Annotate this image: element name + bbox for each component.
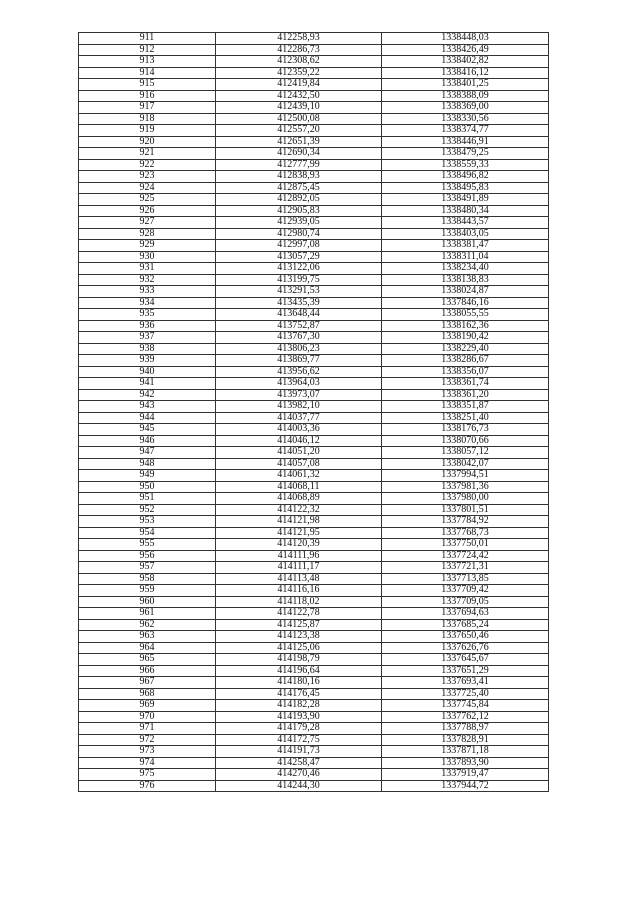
- y-coordinate-cell: 1338374,77: [382, 125, 549, 137]
- y-coordinate-cell: 1338330,56: [382, 113, 549, 125]
- point-number-cell: 927: [79, 217, 216, 229]
- y-coordinate-cell: 1338361,74: [382, 378, 549, 390]
- x-coordinate-cell: 412651,39: [216, 136, 382, 148]
- y-coordinate-cell: 1337750,01: [382, 539, 549, 551]
- x-coordinate-cell: 412308,62: [216, 56, 382, 68]
- point-number-cell: 953: [79, 516, 216, 528]
- x-coordinate-cell: 414176,45: [216, 688, 382, 700]
- table-row: [79, 355, 549, 367]
- x-coordinate-cell: 412892,05: [216, 194, 382, 206]
- y-coordinate-cell: 1338311,04: [382, 251, 549, 263]
- x-coordinate-cell: 412838,93: [216, 171, 382, 183]
- point-number-cell: 924: [79, 182, 216, 194]
- x-coordinate-cell: 414123,38: [216, 631, 382, 643]
- y-coordinate-cell: 1338190,42: [382, 332, 549, 344]
- x-coordinate-cell: 413869,77: [216, 355, 382, 367]
- point-number-cell: 922: [79, 159, 216, 171]
- y-coordinate-cell: 1337871,18: [382, 746, 549, 758]
- point-number-cell: 918: [79, 113, 216, 125]
- table-row: [79, 67, 549, 79]
- x-coordinate-cell: 413964,03: [216, 378, 382, 390]
- x-coordinate-cell: 413648,44: [216, 309, 382, 321]
- y-coordinate-cell: 1337685,24: [382, 619, 549, 631]
- point-number-cell: 968: [79, 688, 216, 700]
- point-number-cell: 945: [79, 424, 216, 436]
- table-row: [79, 608, 549, 620]
- point-number-cell: 941: [79, 378, 216, 390]
- x-coordinate-cell: 412997,08: [216, 240, 382, 252]
- point-number-cell: 960: [79, 596, 216, 608]
- point-number-cell: 971: [79, 723, 216, 735]
- x-coordinate-cell: 414037,77: [216, 412, 382, 424]
- y-coordinate-cell: 1337694,63: [382, 608, 549, 620]
- table-row: [79, 412, 549, 424]
- point-number-cell: 925: [79, 194, 216, 206]
- table-row: [79, 343, 549, 355]
- table-row: [79, 562, 549, 574]
- table-row: [79, 378, 549, 390]
- point-number-cell: 964: [79, 642, 216, 654]
- x-coordinate-cell: 412980,74: [216, 228, 382, 240]
- x-coordinate-cell: 412286,73: [216, 44, 382, 56]
- point-number-cell: 912: [79, 44, 216, 56]
- table-row: [79, 619, 549, 631]
- y-coordinate-cell: 1338162,36: [382, 320, 549, 332]
- point-number-cell: 956: [79, 550, 216, 562]
- x-coordinate-cell: 412939,05: [216, 217, 382, 229]
- point-number-cell: 928: [79, 228, 216, 240]
- table-row: [79, 228, 549, 240]
- point-number-cell: 962: [79, 619, 216, 631]
- table-row: [79, 654, 549, 666]
- x-coordinate-cell: 414118,02: [216, 596, 382, 608]
- table-row: [79, 171, 549, 183]
- coordinates-table: [78, 32, 549, 792]
- y-coordinate-cell: 1337745,84: [382, 700, 549, 712]
- x-coordinate-cell: 414113,48: [216, 573, 382, 585]
- x-coordinate-cell: 413057,29: [216, 251, 382, 263]
- x-coordinate-cell: 412500,08: [216, 113, 382, 125]
- point-number-cell: 944: [79, 412, 216, 424]
- x-coordinate-cell: 414182,28: [216, 700, 382, 712]
- x-coordinate-cell: 414179,28: [216, 723, 382, 735]
- table-row: [79, 757, 549, 769]
- x-coordinate-cell: 414116,16: [216, 585, 382, 597]
- table-row: [79, 274, 549, 286]
- y-coordinate-cell: 1338055,55: [382, 309, 549, 321]
- point-number-cell: 952: [79, 504, 216, 516]
- table-row: [79, 332, 549, 344]
- point-number-cell: 921: [79, 148, 216, 160]
- table-row: [79, 389, 549, 401]
- table-row: [79, 182, 549, 194]
- x-coordinate-cell: 414068,89: [216, 493, 382, 505]
- y-coordinate-cell: 1337709,05: [382, 596, 549, 608]
- table-row: [79, 44, 549, 56]
- point-number-cell: 917: [79, 102, 216, 114]
- table-row: [79, 516, 549, 528]
- x-coordinate-cell: 412432,50: [216, 90, 382, 102]
- table-row: [79, 159, 549, 171]
- point-number-cell: 976: [79, 780, 216, 792]
- point-number-cell: 969: [79, 700, 216, 712]
- x-coordinate-cell: 413752,87: [216, 320, 382, 332]
- y-coordinate-cell: 1337919,47: [382, 769, 549, 781]
- y-coordinate-cell: 1337980,00: [382, 493, 549, 505]
- table-row: [79, 677, 549, 689]
- point-number-cell: 933: [79, 286, 216, 298]
- y-coordinate-cell: 1338496,82: [382, 171, 549, 183]
- table-row: [79, 435, 549, 447]
- x-coordinate-cell: 414046,12: [216, 435, 382, 447]
- table-row: [79, 125, 549, 137]
- x-coordinate-cell: 413973,07: [216, 389, 382, 401]
- y-coordinate-cell: 1338176,73: [382, 424, 549, 436]
- y-coordinate-cell: 1337725,40: [382, 688, 549, 700]
- table-row: [79, 734, 549, 746]
- table-row: [79, 205, 549, 217]
- table-row: [79, 113, 549, 125]
- y-coordinate-cell: 1337801,51: [382, 504, 549, 516]
- x-coordinate-cell: 414111,96: [216, 550, 382, 562]
- y-coordinate-cell: 1337788,97: [382, 723, 549, 735]
- x-coordinate-cell: 414172,75: [216, 734, 382, 746]
- y-coordinate-cell: 1338388,09: [382, 90, 549, 102]
- table-row: [79, 780, 549, 792]
- table-row: [79, 550, 549, 562]
- table-row: [79, 401, 549, 413]
- table-row: [79, 481, 549, 493]
- point-number-cell: 934: [79, 297, 216, 309]
- y-coordinate-cell: 1338356,07: [382, 366, 549, 378]
- y-coordinate-cell: 1337846,16: [382, 297, 549, 309]
- point-number-cell: 935: [79, 309, 216, 321]
- y-coordinate-cell: 1338138,83: [382, 274, 549, 286]
- y-coordinate-cell: 1338401,25: [382, 79, 549, 91]
- y-coordinate-cell: 1337626,76: [382, 642, 549, 654]
- y-coordinate-cell: 1338491,89: [382, 194, 549, 206]
- point-number-cell: 972: [79, 734, 216, 746]
- y-coordinate-cell: 1338559,33: [382, 159, 549, 171]
- table-row: [79, 240, 549, 252]
- table-row: [79, 493, 549, 505]
- table-row: [79, 769, 549, 781]
- table-row: [79, 263, 549, 275]
- y-coordinate-cell: 1338042,07: [382, 458, 549, 470]
- table-row: [79, 424, 549, 436]
- table-row: [79, 711, 549, 723]
- x-coordinate-cell: 412419,84: [216, 79, 382, 91]
- y-coordinate-cell: 1338426,49: [382, 44, 549, 56]
- x-coordinate-cell: 412258,93: [216, 33, 382, 45]
- point-number-cell: 957: [79, 562, 216, 574]
- y-coordinate-cell: 1337709,42: [382, 585, 549, 597]
- x-coordinate-cell: 414196,64: [216, 665, 382, 677]
- y-coordinate-cell: 1338251,40: [382, 412, 549, 424]
- y-coordinate-cell: 1337645,67: [382, 654, 549, 666]
- point-number-cell: 954: [79, 527, 216, 539]
- point-number-cell: 961: [79, 608, 216, 620]
- y-coordinate-cell: 1338495,83: [382, 182, 549, 194]
- table-row: [79, 665, 549, 677]
- x-coordinate-cell: 414191,73: [216, 746, 382, 758]
- y-coordinate-cell: 1337713,85: [382, 573, 549, 585]
- table-row: [79, 631, 549, 643]
- point-number-cell: 937: [79, 332, 216, 344]
- x-coordinate-cell: 414121,95: [216, 527, 382, 539]
- point-number-cell: 938: [79, 343, 216, 355]
- x-coordinate-cell: 414122,78: [216, 608, 382, 620]
- point-number-cell: 911: [79, 33, 216, 45]
- point-number-cell: 955: [79, 539, 216, 551]
- x-coordinate-cell: 412359,22: [216, 67, 382, 79]
- y-coordinate-cell: 1337944,72: [382, 780, 549, 792]
- y-coordinate-cell: 1338057,12: [382, 447, 549, 459]
- table-row: [79, 470, 549, 482]
- table-row: [79, 596, 549, 608]
- point-number-cell: 970: [79, 711, 216, 723]
- y-coordinate-cell: 1338403,05: [382, 228, 549, 240]
- x-coordinate-cell: 414061,32: [216, 470, 382, 482]
- y-coordinate-cell: 1337651,29: [382, 665, 549, 677]
- point-number-cell: 958: [79, 573, 216, 585]
- point-number-cell: 915: [79, 79, 216, 91]
- y-coordinate-cell: 1338479,25: [382, 148, 549, 160]
- point-number-cell: 919: [79, 125, 216, 137]
- table-row: [79, 251, 549, 263]
- x-coordinate-cell: 413122,06: [216, 263, 382, 275]
- point-number-cell: 965: [79, 654, 216, 666]
- x-coordinate-cell: 413982,10: [216, 401, 382, 413]
- table-row: [79, 79, 549, 91]
- table-row: [79, 56, 549, 68]
- point-number-cell: 929: [79, 240, 216, 252]
- point-number-cell: 966: [79, 665, 216, 677]
- x-coordinate-cell: 414051,20: [216, 447, 382, 459]
- table-row: [79, 217, 549, 229]
- point-number-cell: 959: [79, 585, 216, 597]
- y-coordinate-cell: 1337724,42: [382, 550, 549, 562]
- point-number-cell: 926: [79, 205, 216, 217]
- point-number-cell: 940: [79, 366, 216, 378]
- x-coordinate-cell: 414120,39: [216, 539, 382, 551]
- point-number-cell: 949: [79, 470, 216, 482]
- y-coordinate-cell: 1338402,82: [382, 56, 549, 68]
- y-coordinate-cell: 1337693,41: [382, 677, 549, 689]
- point-number-cell: 942: [79, 389, 216, 401]
- point-number-cell: 973: [79, 746, 216, 758]
- point-number-cell: 931: [79, 263, 216, 275]
- x-coordinate-cell: 414003,36: [216, 424, 382, 436]
- y-coordinate-cell: 1337994,51: [382, 470, 549, 482]
- y-coordinate-cell: 1337762,12: [382, 711, 549, 723]
- x-coordinate-cell: 413435,39: [216, 297, 382, 309]
- table-row: [79, 504, 549, 516]
- table-row: [79, 90, 549, 102]
- x-coordinate-cell: 414122,32: [216, 504, 382, 516]
- y-coordinate-cell: 1337768,73: [382, 527, 549, 539]
- x-coordinate-cell: 413291,53: [216, 286, 382, 298]
- table-row: [79, 320, 549, 332]
- y-coordinate-cell: 1337828,91: [382, 734, 549, 746]
- x-coordinate-cell: 414125,06: [216, 642, 382, 654]
- table-row: [79, 573, 549, 585]
- x-coordinate-cell: 412557,20: [216, 125, 382, 137]
- point-number-cell: 951: [79, 493, 216, 505]
- y-coordinate-cell: 1337981,36: [382, 481, 549, 493]
- point-number-cell: 932: [79, 274, 216, 286]
- point-number-cell: 975: [79, 769, 216, 781]
- y-coordinate-cell: 1338480,34: [382, 205, 549, 217]
- x-coordinate-cell: 414244,30: [216, 780, 382, 792]
- x-coordinate-cell: 412777,99: [216, 159, 382, 171]
- table-row: [79, 642, 549, 654]
- table-row: [79, 286, 549, 298]
- y-coordinate-cell: 1338381,47: [382, 240, 549, 252]
- point-number-cell: 914: [79, 67, 216, 79]
- x-coordinate-cell: 414125,87: [216, 619, 382, 631]
- x-coordinate-cell: 414198,79: [216, 654, 382, 666]
- table-row: [79, 723, 549, 735]
- table-row: [79, 102, 549, 114]
- x-coordinate-cell: 414057,08: [216, 458, 382, 470]
- table-row: [79, 309, 549, 321]
- x-coordinate-cell: 414258,47: [216, 757, 382, 769]
- y-coordinate-cell: 1338369,00: [382, 102, 549, 114]
- x-coordinate-cell: 413956,62: [216, 366, 382, 378]
- y-coordinate-cell: 1338234,40: [382, 263, 549, 275]
- point-number-cell: 930: [79, 251, 216, 263]
- table-row: [79, 136, 549, 148]
- x-coordinate-cell: 412690,34: [216, 148, 382, 160]
- point-number-cell: 946: [79, 435, 216, 447]
- table-row: [79, 458, 549, 470]
- x-coordinate-cell: 414068,11: [216, 481, 382, 493]
- x-coordinate-cell: 412439,10: [216, 102, 382, 114]
- y-coordinate-cell: 1338361,20: [382, 389, 549, 401]
- table-row: [79, 527, 549, 539]
- y-coordinate-cell: 1337650,46: [382, 631, 549, 643]
- x-coordinate-cell: 414270,46: [216, 769, 382, 781]
- table-row: [79, 194, 549, 206]
- x-coordinate-cell: 413199,75: [216, 274, 382, 286]
- point-number-cell: 963: [79, 631, 216, 643]
- point-number-cell: 916: [79, 90, 216, 102]
- point-number-cell: 950: [79, 481, 216, 493]
- table-row: [79, 148, 549, 160]
- table-row: [79, 585, 549, 597]
- point-number-cell: 923: [79, 171, 216, 183]
- point-number-cell: 913: [79, 56, 216, 68]
- x-coordinate-cell: 414180,16: [216, 677, 382, 689]
- x-coordinate-cell: 414193,90: [216, 711, 382, 723]
- x-coordinate-cell: 414111,17: [216, 562, 382, 574]
- table-row: [79, 297, 549, 309]
- y-coordinate-cell: 1338229,40: [382, 343, 549, 355]
- y-coordinate-cell: 1337784,92: [382, 516, 549, 528]
- table-row: [79, 688, 549, 700]
- point-number-cell: 967: [79, 677, 216, 689]
- x-coordinate-cell: 412875,45: [216, 182, 382, 194]
- x-coordinate-cell: 413767,30: [216, 332, 382, 344]
- table-row: [79, 447, 549, 459]
- y-coordinate-cell: 1338416,12: [382, 67, 549, 79]
- point-number-cell: 936: [79, 320, 216, 332]
- x-coordinate-cell: 413806,23: [216, 343, 382, 355]
- y-coordinate-cell: 1338351,87: [382, 401, 549, 413]
- coordinates-table-body: [79, 33, 549, 792]
- point-number-cell: 974: [79, 757, 216, 769]
- y-coordinate-cell: 1338286,67: [382, 355, 549, 367]
- table-row: [79, 746, 549, 758]
- x-coordinate-cell: 412905,83: [216, 205, 382, 217]
- point-number-cell: 947: [79, 447, 216, 459]
- y-coordinate-cell: 1338446,91: [382, 136, 549, 148]
- point-number-cell: 939: [79, 355, 216, 367]
- point-number-cell: 920: [79, 136, 216, 148]
- point-number-cell: 943: [79, 401, 216, 413]
- y-coordinate-cell: 1338448,03: [382, 33, 549, 45]
- y-coordinate-cell: 1337893,90: [382, 757, 549, 769]
- table-row: [79, 539, 549, 551]
- point-number-cell: 948: [79, 458, 216, 470]
- y-coordinate-cell: 1337721,31: [382, 562, 549, 574]
- y-coordinate-cell: 1338443,57: [382, 217, 549, 229]
- y-coordinate-cell: 1338024,87: [382, 286, 549, 298]
- x-coordinate-cell: 414121,98: [216, 516, 382, 528]
- table-row: [79, 700, 549, 712]
- table-row: [79, 366, 549, 378]
- table-row: [79, 33, 549, 45]
- y-coordinate-cell: 1338070,66: [382, 435, 549, 447]
